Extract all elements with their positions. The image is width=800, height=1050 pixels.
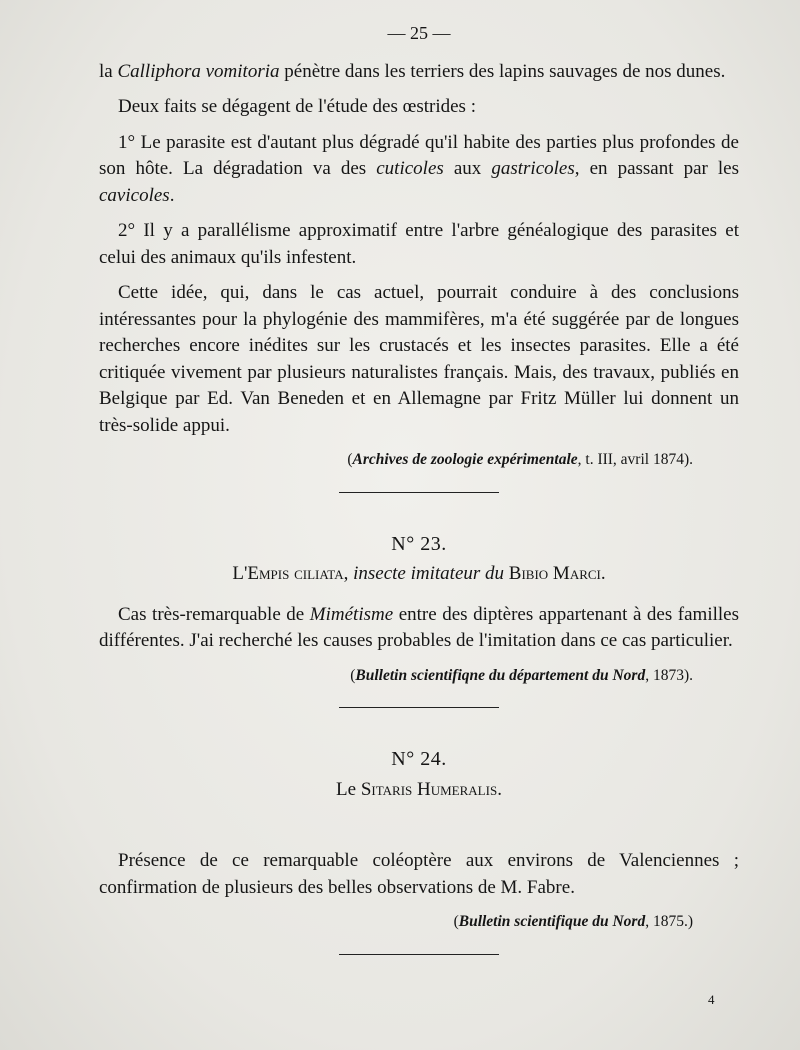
section-title-24: Le Sitaris Humeralis.: [336, 778, 502, 800]
section-number-24: N° 24.: [391, 748, 447, 770]
section-divider: [339, 707, 499, 708]
spacer: [99, 817, 739, 839]
section-divider: [339, 492, 499, 493]
signature-mark: 4: [708, 992, 715, 1007]
paragraph-sitaris: Présence de ce remarquable coléoptère aux environs de Valenciennes ; confirmation de plusieurs des belles observations de M. Fabre.: [99, 850, 739, 898]
paragraph-calliphora: la Calliphora vomitoria pénètre dans les terriers des lapins sauvages de nos dunes.: [99, 60, 726, 82]
paragraph-fact-two: 2° Il y a parallélisme approximatif entre l'arbre généalogique des parasites et celui des animaux qu'ils infestent.: [99, 220, 739, 268]
source-citation-bulletin-1875: (Bulletin scientifique du Nord, 1875.): [453, 913, 693, 930]
section-title-23: L'Empis ciliata, insecte imitateur du Bibio Marci.: [232, 563, 606, 584]
section-divider: [339, 954, 499, 955]
paragraph-fact-one: 1° Le parasite est d'autant plus dégradé qu'il habite des parties plus profondes de son hôte. La dégradation va des cuticoles aux gastricoles, en passant par les cavicoles.: [99, 131, 740, 206]
source-citation-archives: (Archives de zoologie expérimentale, t. III, avril 1874).: [347, 451, 693, 468]
page-number: — 25 —: [387, 23, 451, 43]
paragraph-deux-faits: Deux faits se dégagent de l'étude des œstrides :: [118, 96, 476, 117]
paragraph-mimetisme: Cas très-remarquable de Mimétisme entre des diptères appartenant à des familles différentes. J'ai recherché les causes probables de l'imitation dans ce cas particulier.: [99, 603, 739, 651]
source-citation-bulletin-1873: (Bulletin scientifiqne du département du Nord, 1873).: [350, 666, 693, 684]
section-number-23: N° 23.: [391, 532, 447, 555]
page-content: [99, 20, 739, 955]
paragraph-cette-idee: Cette idée, qui, dans le cas actuel, pourrait conduire à des conclusions intéressantes pour la phylogénie des mammifères, m'a été suggérée par de longues recherches encore inédites sur les crustacés et les insectes parasites. Elle a été critiquée vivement par plusieurs naturalistes français. Mais, des travaux, publiés en Belgique par Ed. Van Beneden et en Allemagne par Fritz Müller lui donnent un très-solide appui.: [99, 282, 739, 436]
